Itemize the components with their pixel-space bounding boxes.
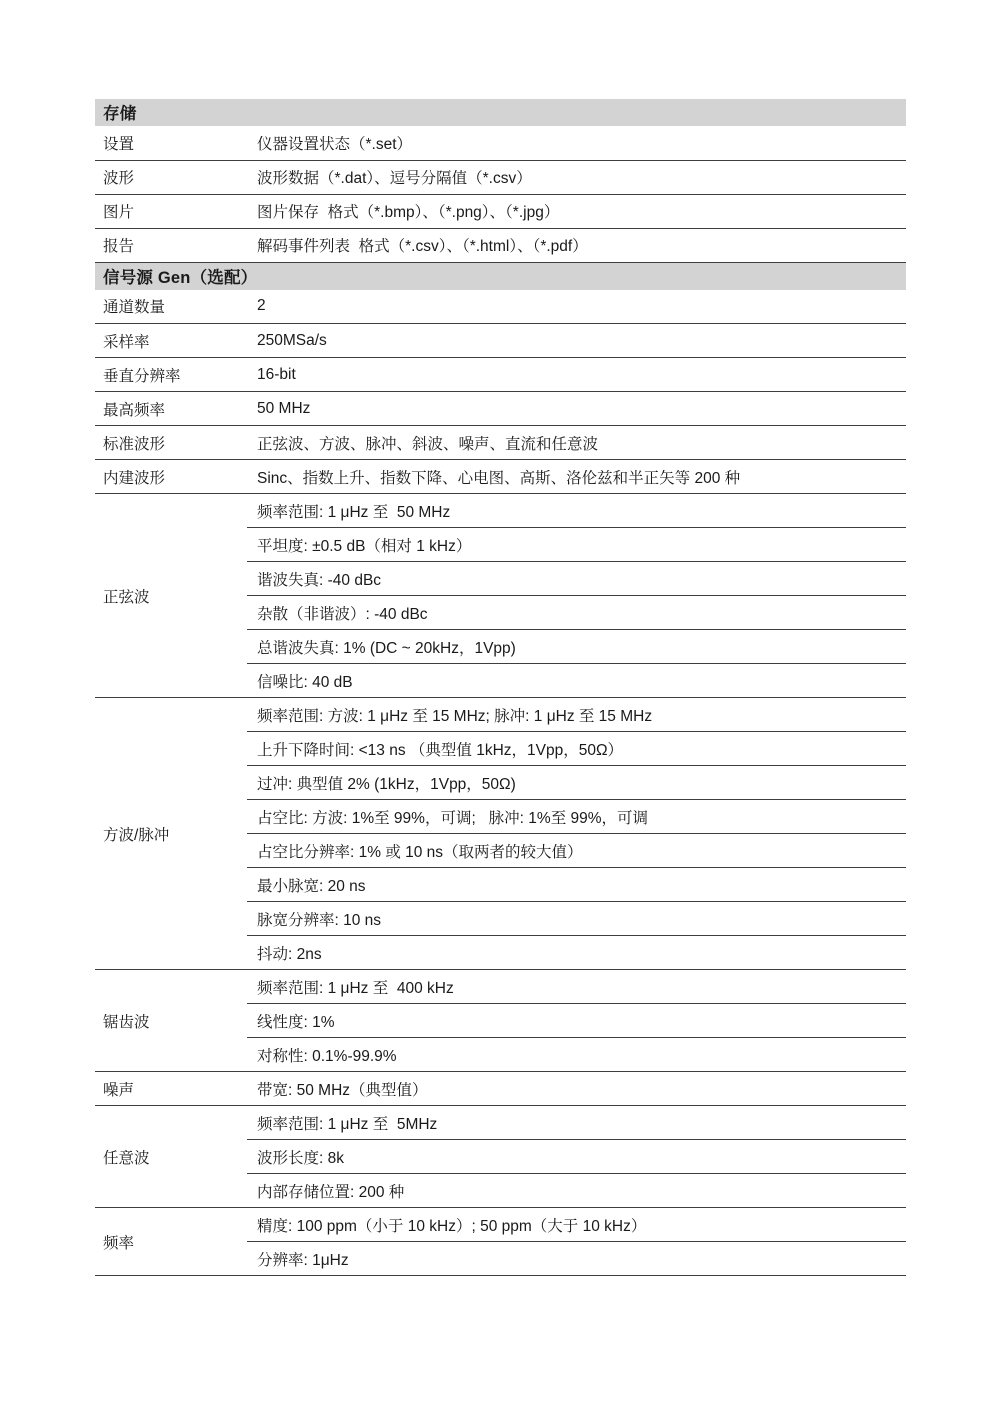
spec-label: 频率 <box>95 1208 247 1276</box>
spec-value: 上升下降时间: <13 ns （典型值 1kHz，1Vpp，50Ω） <box>247 732 906 766</box>
section-header: 存储 <box>95 99 906 126</box>
spec-value: 分辨率: 1μHz <box>247 1242 906 1276</box>
spec-table-body <box>95 99 906 1276</box>
spec-label: 设置 <box>95 126 247 160</box>
spec-label: 垂直分辨率 <box>95 358 247 392</box>
spec-label: 波形 <box>95 160 247 194</box>
spec-value: Sinc、指数上升、指数下降、心电图、高斯、洛伦兹和半正矢等 200 种 <box>247 460 906 494</box>
spec-label: 标准波形 <box>95 426 247 460</box>
spec-value: 频率范围: 1 μHz 至 50 MHz <box>247 494 906 528</box>
section-header-row <box>95 262 906 290</box>
spec-label: 噪声 <box>95 1072 247 1106</box>
spec-label: 锯齿波 <box>95 970 247 1072</box>
spec-value: 脉宽分辨率: 10 ns <box>247 902 906 936</box>
table-row <box>95 698 906 732</box>
table-row <box>95 426 906 460</box>
spec-value: 总谐波失真: 1% (DC ~ 20kHz，1Vpp) <box>247 630 906 664</box>
spec-value: 信噪比: 40 dB <box>247 664 906 698</box>
spec-value: 波形长度: 8k <box>247 1140 906 1174</box>
spec-value: 频率范围: 1 μHz 至 5MHz <box>247 1106 906 1140</box>
spec-value: 最小脉宽: 20 ns <box>247 868 906 902</box>
spec-label: 最高频率 <box>95 392 247 426</box>
spec-value: 频率范围: 1 μHz 至 400 kHz <box>247 970 906 1004</box>
spec-label: 内建波形 <box>95 460 247 494</box>
spec-value: 图片保存 格式（*.bmp）、（*.png）、（*.jpg） <box>247 194 906 228</box>
spec-value: 对称性: 0.1%-99.9% <box>247 1038 906 1072</box>
table-row <box>95 1106 906 1140</box>
spec-value: 50 MHz <box>247 392 906 426</box>
spec-value: 占空比: 方波: 1%至 99%，可调; 脉冲: 1%至 99%，可调 <box>247 800 906 834</box>
section-header: 信号源 Gen（选配） <box>95 262 906 290</box>
spec-label: 图片 <box>95 194 247 228</box>
spec-value: 解码事件列表 格式（*.csv）、（*.html）、（*.pdf） <box>247 228 906 262</box>
spec-value: 250MSa/s <box>247 324 906 358</box>
spec-value: 波形数据（*.dat）、逗号分隔值（*.csv） <box>247 160 906 194</box>
spec-value: 杂散（非谐波）: -40 dBc <box>247 596 906 630</box>
table-row <box>95 460 906 494</box>
table-row <box>95 194 906 228</box>
table-row <box>95 290 906 324</box>
table-row <box>95 324 906 358</box>
table-row <box>95 1208 906 1242</box>
spec-value: 平坦度: ±0.5 dB（相对 1 kHz） <box>247 528 906 562</box>
spec-value: 频率范围: 方波: 1 μHz 至 15 MHz; 脉冲: 1 μHz 至 15 MHz <box>247 698 906 732</box>
table-row <box>95 160 906 194</box>
spec-value: 正弦波、方波、脉冲、斜波、噪声、直流和任意波 <box>247 426 906 460</box>
spec-value: 谐波失真: -40 dBc <box>247 562 906 596</box>
spec-label: 任意波 <box>95 1106 247 1208</box>
spec-value: 内部存储位置: 200 种 <box>247 1174 906 1208</box>
spec-value: 抖动: 2ns <box>247 936 906 970</box>
table-row <box>95 358 906 392</box>
spec-value: 线性度: 1% <box>247 1004 906 1038</box>
spec-value: 仪器设置状态（*.set） <box>247 126 906 160</box>
table-row <box>95 494 906 528</box>
table-row <box>95 970 906 1004</box>
spec-value: 占空比分辨率: 1% 或 10 ns（取两者的较大值） <box>247 834 906 868</box>
section-header-row <box>95 99 906 126</box>
spec-value: 过冲: 典型值 2% (1kHz，1Vpp，50Ω) <box>247 766 906 800</box>
spec-value: 精度: 100 ppm（小于 10 kHz）; 50 ppm（大于 10 kHz） <box>247 1208 906 1242</box>
spec-label: 方波/脉冲 <box>95 698 247 970</box>
spec-label: 报告 <box>95 228 247 262</box>
spec-value: 16-bit <box>247 358 906 392</box>
table-row <box>95 1072 906 1106</box>
spec-value: 带宽: 50 MHz（典型值） <box>247 1072 906 1106</box>
table-row <box>95 392 906 426</box>
spec-label: 通道数量 <box>95 290 247 324</box>
table-row <box>95 126 906 160</box>
spec-label: 正弦波 <box>95 494 247 698</box>
spec-table <box>95 99 906 1276</box>
table-row <box>95 228 906 262</box>
spec-label: 采样率 <box>95 324 247 358</box>
spec-value: 2 <box>247 290 906 324</box>
